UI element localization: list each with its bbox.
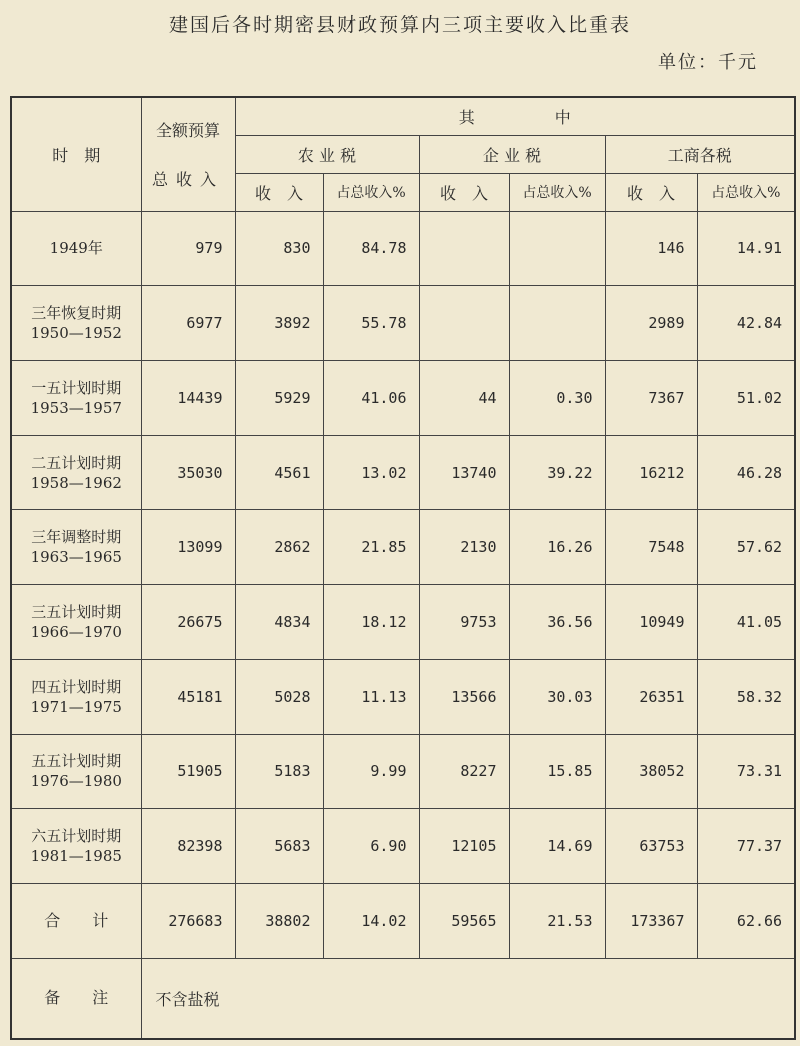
row-ent-pct: 16.26 [509,510,605,585]
total-row [11,883,795,958]
row-ic-income: 7548 [605,510,697,585]
row-agri-income: 5683 [235,809,323,884]
row-ent-income: 13566 [419,659,509,734]
header-ent-income: 收 入 [419,173,509,211]
header-ent: 企 业 税 [419,135,605,173]
row-ent-pct: 14.69 [509,809,605,884]
row-agri-income: 2862 [235,510,323,585]
header-agri-income: 收 入 [235,173,323,211]
table-row [11,360,795,435]
table-row [11,659,795,734]
row-ent-income: 2130 [419,510,509,585]
note-label: 备 注 [11,958,141,1039]
row-period: 三年恢复时期 1950—1952 [11,286,141,361]
row-agri-income: 830 [235,211,323,286]
row-period: 四五计划时期 1971—1975 [11,659,141,734]
total-ent-income: 59565 [419,883,509,958]
row-total: 82398 [141,809,235,884]
row-ent-income [419,286,509,361]
total-ic-pct: 62.66 [697,883,795,958]
row-ic-income: 63753 [605,809,697,884]
total-label: 合 计 [11,883,141,958]
row-period: 1949年 [11,211,141,286]
row-agri-pct: 6.90 [323,809,419,884]
row-agri-pct: 84.78 [323,211,419,286]
table-row [11,286,795,361]
row-ic-income: 38052 [605,734,697,809]
header-total-bottom: 总收入 [151,170,224,190]
row-ent-income: 44 [419,360,509,435]
total-agri-pct: 14.02 [323,883,419,958]
row-total: 6977 [141,286,235,361]
note-text: 不含盐税 [141,958,795,1039]
table-row [11,809,795,884]
row-ic-pct: 51.02 [697,360,795,435]
row-ent-pct: 39.22 [509,435,605,510]
row-period: 二五计划时期 1958—1962 [11,435,141,510]
table-row [11,510,795,585]
row-period: 六五计划时期 1981—1985 [11,809,141,884]
total-agri-income: 38802 [235,883,323,958]
row-ent-pct: 30.03 [509,659,605,734]
row-ic-pct: 58.32 [697,659,795,734]
row-ic-pct: 73.31 [697,734,795,809]
row-ent-income: 12105 [419,809,509,884]
row-agri-income: 4561 [235,435,323,510]
row-agri-pct: 41.06 [323,360,419,435]
total-ic-income: 173367 [605,883,697,958]
row-ent-income: 9753 [419,585,509,660]
row-ic-pct: 42.84 [697,286,795,361]
header-ic-income: 收 入 [605,173,697,211]
header-ent-pct: 占总收入% [509,173,605,211]
row-agri-pct: 55.78 [323,286,419,361]
table-row [11,734,795,809]
header-agri: 农 业 税 [235,135,419,173]
row-total: 26675 [141,585,235,660]
row-ic-income: 26351 [605,659,697,734]
table-row [11,585,795,660]
row-total: 35030 [141,435,235,510]
row-ic-income: 16212 [605,435,697,510]
row-ent-pct [509,286,605,361]
row-ic-pct: 57.62 [697,510,795,585]
revenue-table [10,96,796,1040]
row-agri-pct: 18.12 [323,585,419,660]
row-agri-income: 4834 [235,585,323,660]
row-ic-pct: 41.05 [697,585,795,660]
table-row [11,435,795,510]
row-agri-pct: 21.85 [323,510,419,585]
unit-label: 单位：千元 [658,52,758,73]
row-ent-pct [509,211,605,286]
row-ic-income: 10949 [605,585,697,660]
row-ent-income: 13740 [419,435,509,510]
row-agri-pct: 13.02 [323,435,419,510]
row-total: 45181 [141,659,235,734]
row-period: 三年调整时期 1963—1965 [11,510,141,585]
row-agri-income: 5929 [235,360,323,435]
header-agri-pct: 占总收入% [323,173,419,211]
row-period: 三五计划时期 1966—1970 [11,585,141,660]
header-total-top: 全额预算 [155,121,220,141]
header-period: 时 期 [11,97,141,211]
row-total: 51905 [141,734,235,809]
row-ic-income: 7367 [605,360,697,435]
row-total: 14439 [141,360,235,435]
total-ent-pct: 21.53 [509,883,605,958]
total-total: 276683 [141,883,235,958]
row-ent-pct: 15.85 [509,734,605,809]
row-period: 五五计划时期 1976—1980 [11,734,141,809]
row-ic-pct: 77.37 [697,809,795,884]
row-agri-income: 5183 [235,734,323,809]
row-agri-pct: 11.13 [323,659,419,734]
row-agri-pct: 9.99 [323,734,419,809]
table-body [11,211,795,1039]
row-total: 13099 [141,510,235,585]
row-ent-pct: 0.30 [509,360,605,435]
header-total [141,97,235,211]
row-period: 一五计划时期 1953—1957 [11,360,141,435]
row-ic-income: 2989 [605,286,697,361]
header-ic: 工商各税 [605,135,795,173]
row-ic-pct: 14.91 [697,211,795,286]
row-agri-income: 3892 [235,286,323,361]
row-ent-income: 8227 [419,734,509,809]
table-title: 建国后各时期密县财政预算内三项主要收入比重表 [168,14,631,36]
header-among: 其 中 [235,97,795,135]
row-ent-income [419,211,509,286]
row-ent-pct: 36.56 [509,585,605,660]
table-row [11,211,795,286]
note-row [11,958,795,1039]
row-total: 979 [141,211,235,286]
row-ic-pct: 46.28 [697,435,795,510]
row-agri-income: 5028 [235,659,323,734]
row-ic-income: 146 [605,211,697,286]
header-ic-pct: 占总收入% [697,173,795,211]
